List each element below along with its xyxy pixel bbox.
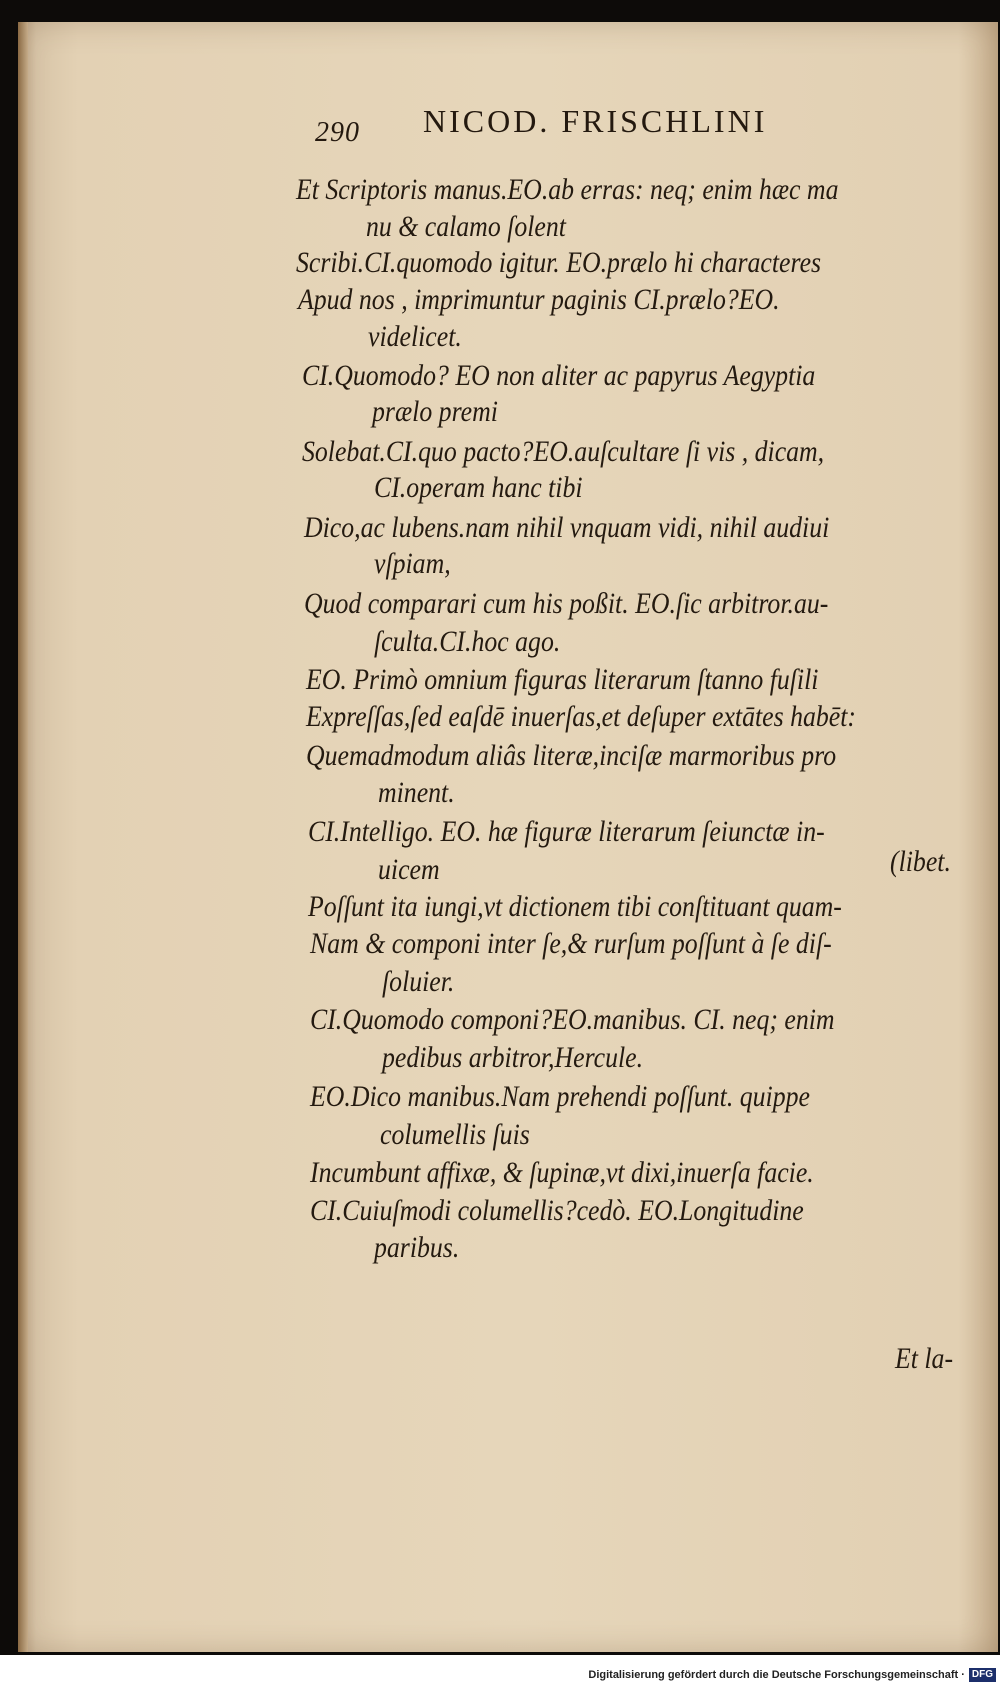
text-line: CI.Quomodo? EO non aliter ac papyrus Aegyptia — [302, 359, 816, 392]
text-line: Et Scriptoris manus.EO.ab erras: neq; enim hæc ma — [296, 173, 839, 206]
text-line: Incumbunt affixæ, & ſupinæ,vt dixi,inuerſa facie. — [310, 1156, 814, 1189]
text-line: ſculta.CI.hoc ago. — [374, 625, 561, 658]
text-line: EO. Primò omnium figuras literarum ſtanno fuſili — [306, 663, 819, 696]
text-line: EO.Dico manibus.Nam prehendi poſſunt. quippe — [310, 1080, 810, 1113]
text-line: vſpiam, — [374, 547, 451, 580]
dfg-logo: DFG — [969, 1668, 996, 1682]
digitization-footer — [0, 1668, 996, 1688]
text-line: prælo premi — [372, 395, 498, 428]
text-line: columellis ſuis — [380, 1118, 530, 1151]
text-line: Expreſſas,ſed eaſdē inuerſas,et deſuper extātes habēt: — [306, 700, 857, 733]
catchword: Et la- — [895, 1342, 954, 1375]
text-line: Solebat.CI.quo pacto?EO.auſcultare ſi vis , dicam, — [302, 435, 825, 468]
text-line: pedibus arbitror,Hercule. — [382, 1041, 644, 1074]
text-line: uicem — [378, 853, 440, 886]
text-line: Quod comparari cum his poßit. EO.ſic arbitror.au- — [304, 587, 829, 620]
running-head: NICOD. FRISCHLINI — [423, 103, 768, 139]
text-line: Scribi.CI.quomodo igitur. EO.prælo hi characteres — [296, 246, 822, 279]
text-line: CI.Intelligo. EO. hæ figuræ literarum ſeiunctæ in- — [308, 815, 825, 848]
text-line: nu & calamo ſolent — [366, 210, 566, 243]
text-line: Apud nos , imprimuntur paginis CI.prælo?EO. — [298, 283, 780, 316]
text-line: (libet. — [890, 845, 951, 878]
text-line: ſoluier. — [382, 965, 455, 998]
text-line: videlicet. — [368, 320, 462, 353]
text-line: CI.Quomodo componi?EO.manibus. CI. neq; enim — [310, 1003, 835, 1036]
text-line: minent. — [378, 776, 455, 809]
footer-credit: Digitalisierung gefördert durch die Deutsche Forschungsgemeinschaft · — [588, 1668, 965, 1681]
text-line: Poſſunt ita iungi,vt dictionem tibi conſtituant quam- — [308, 890, 842, 923]
text-line: CI.Cuiuſmodi columellis?cedò. EO.Longitudine — [310, 1194, 804, 1227]
text-line: Dico,ac lubens.nam nihil vnquam vidi, nihil audiui — [304, 511, 830, 544]
page-header — [315, 103, 875, 148]
page-number: 290 — [315, 117, 360, 148]
text-line: CI.operam hanc tibi — [374, 471, 583, 504]
text-line: Nam & componi inter ſe,& rurſum poſſunt à ſe diſ- — [310, 927, 832, 960]
text-line: Quemadmodum aliâs literæ,inciſæ marmoribus pro — [306, 739, 837, 772]
text-line: paribus. — [374, 1231, 460, 1264]
